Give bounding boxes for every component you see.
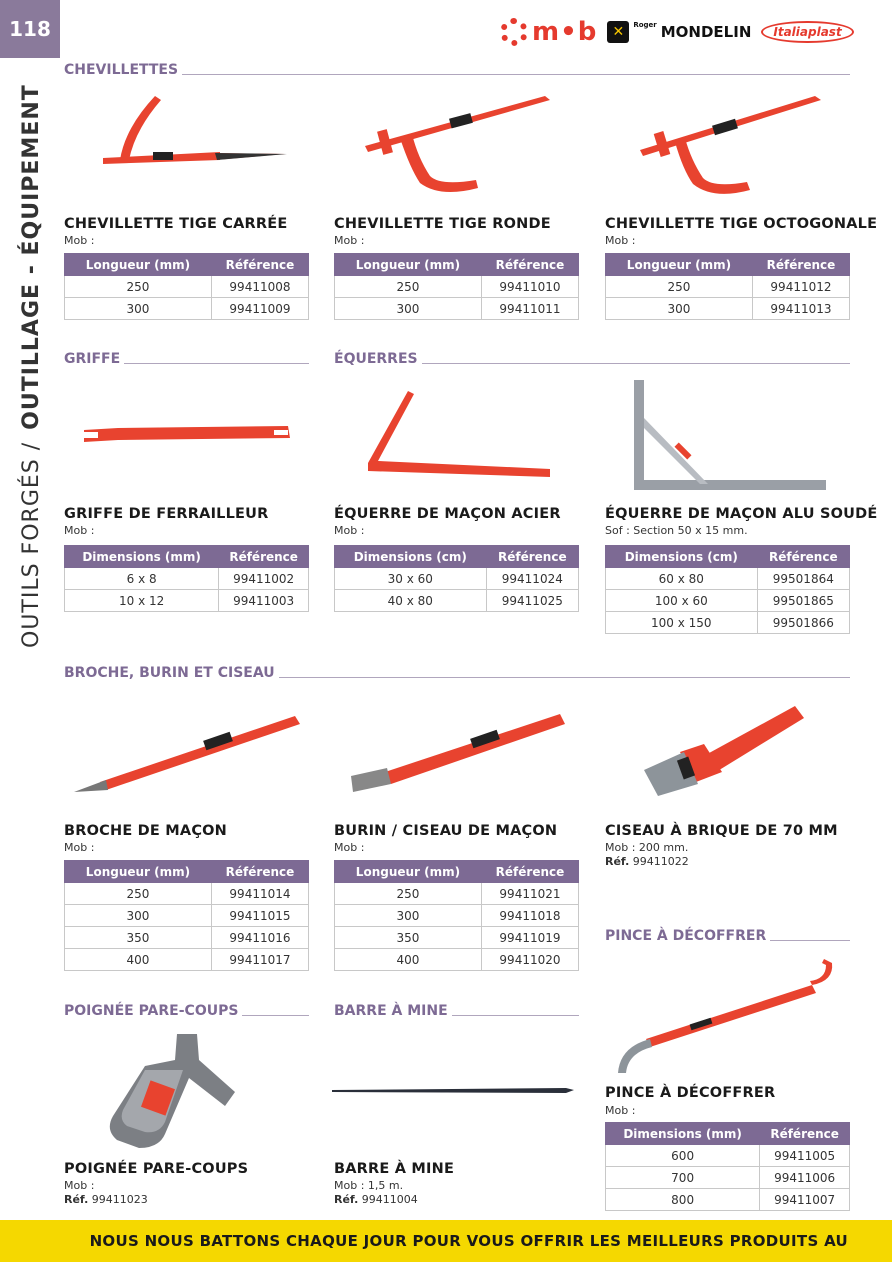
spec-table-broche [64, 860, 309, 971]
table-cell: 700 [606, 1167, 760, 1189]
table-row [335, 276, 579, 298]
column-header: Longueur (mm) [606, 254, 753, 276]
column-header: Dimensions (cm) [606, 546, 758, 568]
column-header: Référence [219, 546, 309, 568]
column-header: Longueur (mm) [65, 861, 212, 883]
table-cell: 99411015 [211, 905, 308, 927]
product-title: ÉQUERRE DE MAÇON ALU SOUDÉ [605, 506, 878, 522]
spec-table-chev-ronde [334, 253, 579, 320]
burin-image [345, 710, 570, 795]
product-subtitle: Mob : [64, 1179, 95, 1192]
product-subtitle: Mob : [64, 234, 95, 247]
section-title: BARRE À MINE [334, 1003, 448, 1019]
table-row [606, 1189, 850, 1211]
table-cell: 250 [335, 883, 482, 905]
side-title-main: OUTILLAGE - ÉQUIPEMENT [18, 84, 44, 430]
table-cell: 250 [65, 883, 212, 905]
table-row [335, 949, 579, 971]
page-number: 118 [0, 0, 60, 58]
product-subtitle: Mob : [334, 841, 365, 854]
table-row [65, 276, 309, 298]
column-header: Longueur (mm) [335, 861, 482, 883]
table-cell: 99411021 [481, 883, 578, 905]
table-cell: 350 [65, 927, 212, 949]
footer-banner [0, 1220, 892, 1262]
ref-value: 99411022 [632, 855, 689, 868]
table-row [65, 883, 309, 905]
table-cell: 99411008 [211, 276, 308, 298]
column-header: Référence [486, 546, 578, 568]
footer-text: NOUS NOUS BATTONS CHAQUE JOUR POUR VOUS OFFRIR LES MEILLEURS PRODUITS AU [89, 1232, 848, 1250]
table-row [65, 905, 309, 927]
equerre-alu-image [630, 378, 830, 493]
product-title: CHEVILLETTE TIGE CARRÉE [64, 216, 288, 232]
product-title: GRIFFE DE FERRAILLEUR [64, 506, 269, 522]
column-header: Référence [211, 254, 308, 276]
table-row [335, 883, 579, 905]
poignee-image [105, 1030, 245, 1155]
ref-value: 99411004 [361, 1193, 418, 1206]
table-cell: 99411019 [481, 927, 578, 949]
table-row [65, 590, 309, 612]
product-reference [334, 1193, 418, 1206]
table-row [65, 927, 309, 949]
table-cell: 400 [335, 949, 482, 971]
product-reference [605, 855, 689, 868]
table-row [606, 1167, 850, 1189]
table-cell: 300 [606, 298, 753, 320]
table-row [65, 298, 309, 320]
table-cell: 250 [65, 276, 212, 298]
column-header: Référence [481, 861, 578, 883]
table-cell: 99501864 [757, 568, 849, 590]
spec-table-burin [334, 860, 579, 971]
section-chevillettes [64, 62, 850, 78]
section-broche [64, 665, 850, 681]
table-cell: 99411005 [760, 1145, 850, 1167]
table-row [335, 298, 579, 320]
mondelin-logo-text: MONDELIN [660, 23, 752, 41]
column-header: Référence [752, 254, 849, 276]
table-row [65, 568, 309, 590]
table-cell: 99411002 [219, 568, 309, 590]
table-cell: 99501866 [757, 612, 849, 634]
product-subtitle: Mob : [64, 841, 95, 854]
pince-image [612, 955, 842, 1075]
ref-value: 99411023 [91, 1193, 148, 1206]
table-cell: 99411014 [211, 883, 308, 905]
table-cell: 99411009 [211, 298, 308, 320]
table-cell: 300 [65, 905, 212, 927]
spec-table-equerre-acier [334, 545, 579, 612]
table-cell: 99411017 [211, 949, 308, 971]
table-cell: 800 [606, 1189, 760, 1211]
gear-icon [500, 18, 528, 46]
table-cell: 40 x 80 [335, 590, 487, 612]
table-cell: 99411020 [481, 949, 578, 971]
italiaplast-logo: Italiaplast [761, 21, 853, 43]
section-barre [334, 1003, 579, 1019]
spec-table-griffe [64, 545, 309, 612]
table-cell: 99411011 [481, 298, 578, 320]
section-griffe [64, 351, 309, 367]
table-row [606, 568, 850, 590]
section-pince [605, 928, 850, 944]
equerre-acier-image [360, 385, 560, 480]
product-subtitle: Mob : [605, 234, 636, 247]
mob-logo-text: m•b [532, 17, 598, 47]
column-header: Référence [760, 1123, 850, 1145]
table-cell: 350 [335, 927, 482, 949]
table-cell: 99411007 [760, 1189, 850, 1211]
column-header: Dimensions (mm) [65, 546, 219, 568]
table-row [335, 568, 579, 590]
column-header: Dimensions (cm) [335, 546, 487, 568]
product-reference [64, 1193, 148, 1206]
table-cell: 99411012 [752, 276, 849, 298]
product-title: CHEVILLETTE TIGE RONDE [334, 216, 551, 232]
product-title: PINCE À DÉCOFFRER [605, 1085, 776, 1101]
table-cell: 99411018 [481, 905, 578, 927]
table-cell: 100 x 60 [606, 590, 758, 612]
table-row [606, 1145, 850, 1167]
table-cell: 30 x 60 [335, 568, 487, 590]
product-title: POIGNÉE PARE-COUPS [64, 1161, 249, 1177]
column-header: Référence [757, 546, 849, 568]
mondelin-logo [607, 21, 751, 43]
barre-image [330, 1080, 580, 1100]
section-title: ÉQUERRES [334, 351, 418, 367]
mob-logo [500, 17, 597, 47]
mondelin-small-text: Roger [633, 21, 657, 29]
table-cell: 250 [606, 276, 753, 298]
product-title: BARRE À MINE [334, 1161, 455, 1177]
section-title: POIGNÉE PARE-COUPS [64, 1003, 239, 1019]
product-subtitle: Mob : [64, 524, 95, 537]
table-cell: 60 x 80 [606, 568, 758, 590]
product-subtitle: Mob : [605, 1104, 636, 1117]
table-cell: 600 [606, 1145, 760, 1167]
side-title [14, 68, 48, 648]
side-title-category: OUTILS FORGÉS / [18, 441, 44, 648]
product-title: CHEVILLETTE TIGE OCTOGONALE [605, 216, 878, 232]
spec-table-chev-octo [605, 253, 850, 320]
ref-label: Réf. [605, 855, 630, 868]
section-equerres [334, 351, 850, 367]
ref-label: Réf. [334, 1193, 359, 1206]
table-row [606, 298, 850, 320]
table-cell: 99411013 [752, 298, 849, 320]
broche-image [70, 710, 305, 795]
product-title: CISEAU À BRIQUE DE 70 MM [605, 823, 838, 839]
table-row [335, 905, 579, 927]
table-row [335, 927, 579, 949]
section-title: GRIFFE [64, 351, 121, 367]
chevillette-ronde-image [360, 88, 560, 203]
ref-label: Réf. [64, 1193, 89, 1206]
table-cell: 6 x 8 [65, 568, 219, 590]
column-header: Référence [211, 861, 308, 883]
table-cell: 300 [65, 298, 212, 320]
product-title: BURIN / CISEAU DE MAÇON [334, 823, 558, 839]
column-header: Longueur (mm) [65, 254, 212, 276]
chevillette-octogonale-image [635, 88, 835, 203]
table-cell: 10 x 12 [65, 590, 219, 612]
table-cell: 99411010 [481, 276, 578, 298]
product-subtitle: Mob : 1,5 m. [334, 1179, 404, 1192]
section-title: CHEVILLETTES [64, 62, 179, 78]
table-cell: 300 [335, 905, 482, 927]
column-header: Référence [481, 254, 578, 276]
column-header: Longueur (mm) [335, 254, 482, 276]
column-header: Dimensions (mm) [606, 1123, 760, 1145]
table-cell: 99411025 [486, 590, 578, 612]
product-subtitle: Mob : [334, 234, 365, 247]
spec-table-pince [605, 1122, 850, 1211]
table-row [606, 590, 850, 612]
spec-table-equerre-alu [605, 545, 850, 634]
section-title: BROCHE, BURIN ET CISEAU [64, 665, 275, 681]
table-cell: 400 [65, 949, 212, 971]
ciseau-image [640, 700, 810, 800]
product-title: ÉQUERRE DE MAÇON ACIER [334, 506, 561, 522]
table-cell: 100 x 150 [606, 612, 758, 634]
table-cell: 99411003 [219, 590, 309, 612]
table-cell: 300 [335, 298, 482, 320]
table-cell: 99411016 [211, 927, 308, 949]
griffe-image [78, 420, 298, 450]
cross-icon: ✕ [607, 21, 629, 43]
product-title: BROCHE DE MAÇON [64, 823, 228, 839]
table-row [335, 590, 579, 612]
product-subtitle: Sof : Section 50 x 15 mm. [605, 524, 748, 537]
product-subtitle: Mob : [334, 524, 365, 537]
brand-logos [500, 12, 860, 52]
section-title: PINCE À DÉCOFFRER [605, 928, 767, 944]
section-poignee [64, 1003, 309, 1019]
table-row [606, 612, 850, 634]
table-cell: 99501865 [757, 590, 849, 612]
table-cell: 250 [335, 276, 482, 298]
table-row [606, 276, 850, 298]
chevillette-carree-image [95, 88, 295, 178]
table-cell: 99411024 [486, 568, 578, 590]
table-row [65, 949, 309, 971]
spec-table-chev-carree [64, 253, 309, 320]
table-cell: 99411006 [760, 1167, 850, 1189]
product-subtitle: Mob : 200 mm. [605, 841, 689, 854]
